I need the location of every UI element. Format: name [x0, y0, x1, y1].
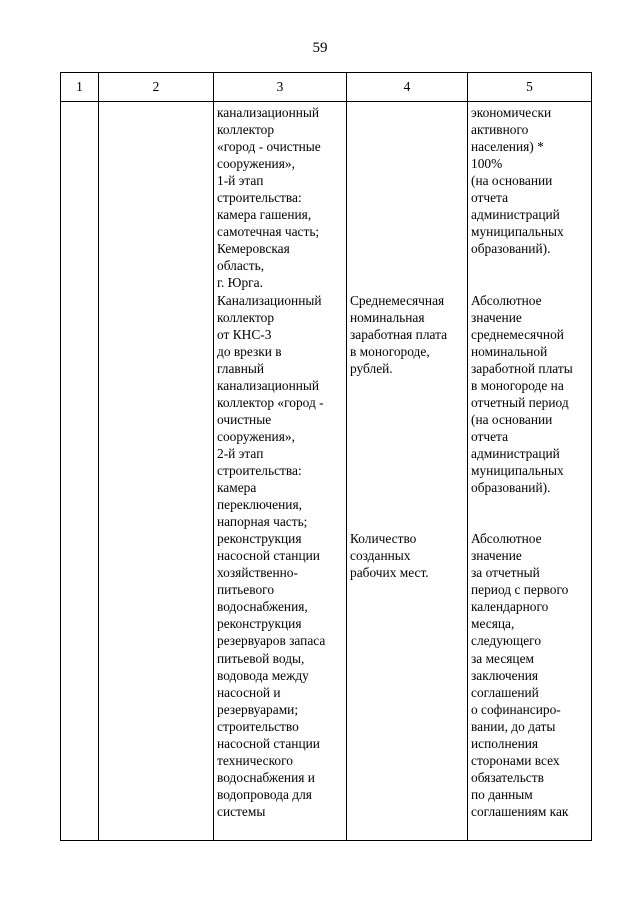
cell-col-4-spacer — [350, 104, 464, 292]
cell-col-5 — [468, 102, 592, 841]
column-header-4: 4 — [347, 73, 468, 102]
cell-col-5-gap-1 — [471, 257, 588, 291]
column-header-3: 3 — [214, 73, 347, 102]
column-header-1: 1 — [61, 73, 99, 102]
method-avg-salary: Абсолютное значение среднемесячной номинальной заработной платы в моногороде на отчетный период (на основании отчета администраций муниципальных образований). — [471, 292, 573, 496]
cell-col-2 — [99, 102, 214, 841]
column-header-5: 5 — [468, 73, 592, 102]
cell-col-5-gap-2 — [471, 496, 588, 530]
method-continuation: экономически активного населения) * 100% (на основании отчета администраций муниципальных образований). — [471, 105, 564, 257]
table-row — [61, 102, 592, 841]
indicator-avg-salary: Среднемесячная номинальная заработная плата в моногороде, рублей. — [350, 292, 448, 376]
cell-col-4 — [347, 102, 468, 841]
cell-col-1 — [61, 102, 99, 841]
object-description-text: канализационный коллектор «город - очистные сооружения», 1-й этап строительства: камера гашения, самотечная часть; Кемеровская область, г. Юрга. Канализационный коллектор от КНС-3 до врезки в главный канализационный коллектор «город - очистные сооружения», 2-й этап строительства: камера переключения, напорная часть; реконструкция насосной станции хозяйственно- питьевого водоснабжения, реконструкция резервуаров запаса питьевой воды, водовода между насосной и резервуарами; строительство насосной станции технического водоснабжения и водопровода для системы — [217, 105, 326, 819]
cell-col-3 — [214, 102, 347, 841]
table-header-row — [61, 73, 592, 102]
page-number: 59 — [312, 40, 328, 56]
indicator-jobs-created: Количество созданных рабочих мест. — [350, 531, 429, 581]
method-jobs-created: Абсолютное значение за отчетный период с первого календарного месяца, следующего за месяцем заключения соглашений о софинансиро- вании, до даты исполнения сторонами всех обязательств по данным соглашениям как — [471, 531, 569, 819]
cell-col-4-gap — [350, 377, 464, 531]
indicators-table — [60, 72, 592, 841]
column-header-2: 2 — [99, 73, 214, 102]
